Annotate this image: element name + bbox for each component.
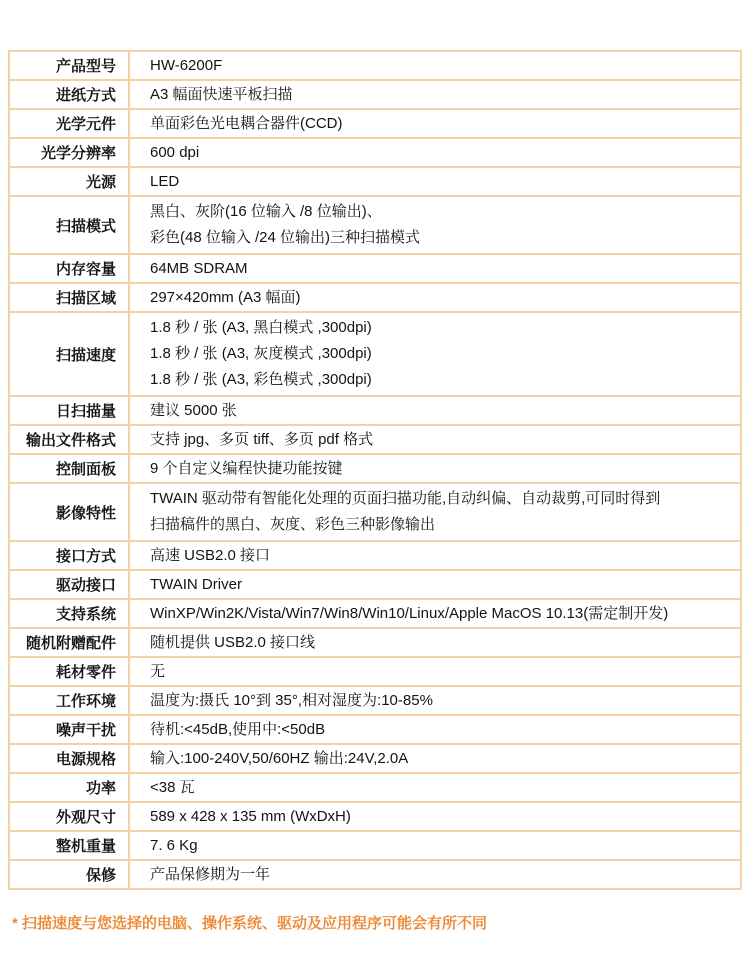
spec-row <box>9 860 741 889</box>
spec-value-line: 温度为:摄氏 10°到 35°,相对湿度为:10-85% <box>150 692 433 709</box>
spec-row <box>9 483 741 541</box>
spec-row <box>9 802 741 831</box>
spec-row <box>9 628 741 657</box>
spec-value <box>129 254 741 283</box>
spec-value <box>129 773 741 802</box>
spec-value-line: 黑白、灰阶(16 位输入 /8 位输出)、 <box>150 203 382 220</box>
spec-value-line: 彩色(48 位输入 /24 位输出)三种扫描模式 <box>150 229 421 246</box>
spec-label: 噪声干扰 <box>9 715 129 744</box>
spec-label: 日扫描量 <box>9 396 129 425</box>
spec-row <box>9 570 741 599</box>
spec-value-line: LED <box>150 173 180 190</box>
spec-value <box>129 628 741 657</box>
spec-value-line: <38 瓦 <box>150 779 195 796</box>
spec-row <box>9 167 741 196</box>
spec-row <box>9 657 741 686</box>
spec-row <box>9 396 741 425</box>
spec-label: 耗材零件 <box>9 657 129 686</box>
spec-value <box>129 599 741 628</box>
spec-row <box>9 744 741 773</box>
spec-label: 扫描速度 <box>9 312 129 396</box>
spec-row <box>9 283 741 312</box>
spec-value-line: 无 <box>150 663 166 680</box>
spec-value-line: 扫描稿件的黑白、灰度、彩色三种影像输出 <box>150 516 436 533</box>
spec-row <box>9 686 741 715</box>
spec-row <box>9 51 741 80</box>
spec-table <box>8 50 742 890</box>
spec-value <box>129 167 741 196</box>
spec-value <box>129 51 741 80</box>
spec-table-body <box>9 51 741 889</box>
spec-value <box>129 483 741 541</box>
spec-value <box>129 541 741 570</box>
spec-row <box>9 80 741 109</box>
spec-value-line: 589 x 428 x 135 mm (WxDxH) <box>150 808 351 825</box>
spec-value-line: HW-6200F <box>150 57 223 74</box>
spec-value-line: 建议 5000 张 <box>150 402 237 419</box>
spec-label: 外观尺寸 <box>9 802 129 831</box>
spec-value-line: 9 个自定义编程快捷功能按键 <box>150 460 343 477</box>
spec-value <box>129 744 741 773</box>
spec-value-line: 297×420mm (A3 幅面) <box>150 289 301 306</box>
spec-label: 进纸方式 <box>9 80 129 109</box>
spec-label: 光学元件 <box>9 109 129 138</box>
spec-value <box>129 138 741 167</box>
spec-label: 扫描区域 <box>9 283 129 312</box>
spec-label: 工作环境 <box>9 686 129 715</box>
spec-label: 随机附赠配件 <box>9 628 129 657</box>
spec-value-line: WinXP/Win2K/Vista/Win7/Win8/Win10/Linux/Apple MacOS 10.13(需定制开发) <box>150 605 669 622</box>
spec-value-line: TWAIN 驱动带有智能化处理的页面扫描功能,自动纠偏、自动裁剪,可同时得到 <box>150 490 661 507</box>
spec-value <box>129 686 741 715</box>
spec-label: 扫描模式 <box>9 196 129 254</box>
spec-value-line: 1.8 秒 / 张 (A3, 灰度模式 ,300dpi) <box>150 345 372 362</box>
spec-value-line: 单面彩色光电耦合器件(CCD) <box>150 115 343 132</box>
spec-value-line: 支持 jpg、多页 tiff、多页 pdf 格式 <box>150 431 374 448</box>
spec-value <box>129 860 741 889</box>
spec-value-line: 高速 USB2.0 接口 <box>150 547 271 564</box>
spec-label: 接口方式 <box>9 541 129 570</box>
spec-value <box>129 109 741 138</box>
spec-value <box>129 454 741 483</box>
spec-row <box>9 138 741 167</box>
spec-row <box>9 541 741 570</box>
spec-value-line: 1.8 秒 / 张 (A3, 彩色模式 ,300dpi) <box>150 371 372 388</box>
spec-label: 影像特性 <box>9 483 129 541</box>
spec-label: 电源规格 <box>9 744 129 773</box>
spec-value-line: TWAIN Driver <box>150 576 242 593</box>
spec-label: 输出文件格式 <box>9 425 129 454</box>
spec-label: 光源 <box>9 167 129 196</box>
spec-label: 整机重量 <box>9 831 129 860</box>
spec-value-line: 产品保修期为一年 <box>150 866 271 883</box>
spec-label: 保修 <box>9 860 129 889</box>
spec-value-line: 待机:<45dB,使用中:<50dB <box>150 721 326 738</box>
spec-label: 控制面板 <box>9 454 129 483</box>
spec-row <box>9 425 741 454</box>
spec-row <box>9 715 741 744</box>
spec-row <box>9 196 741 254</box>
spec-label: 光学分辨率 <box>9 138 129 167</box>
footnote: * 扫描速度与您选择的电脑、操作系统、驱动及应用程序可能会有所不同 <box>12 915 488 932</box>
spec-value-line: 输入:100-240V,50/60HZ 输出:24V,2.0A <box>150 750 409 767</box>
spec-row <box>9 312 741 396</box>
spec-value <box>129 831 741 860</box>
spec-value-line: 600 dpi <box>150 144 200 161</box>
spec-value <box>129 802 741 831</box>
spec-row <box>9 454 741 483</box>
spec-value <box>129 80 741 109</box>
spec-row <box>9 773 741 802</box>
spec-value <box>129 396 741 425</box>
spec-label: 驱动接口 <box>9 570 129 599</box>
spec-value <box>129 196 741 254</box>
spec-value-line: 1.8 秒 / 张 (A3, 黑白模式 ,300dpi) <box>150 319 372 336</box>
spec-value <box>129 312 741 396</box>
spec-value-line: 随机提供 USB2.0 接口线 <box>150 634 316 651</box>
spec-value <box>129 657 741 686</box>
spec-value <box>129 425 741 454</box>
spec-value <box>129 283 741 312</box>
spec-value <box>129 570 741 599</box>
spec-row <box>9 831 741 860</box>
spec-value <box>129 715 741 744</box>
spec-label: 产品型号 <box>9 51 129 80</box>
spec-value-line: 64MB SDRAM <box>150 260 248 277</box>
spec-value-line: A3 幅面快速平板扫描 <box>150 86 293 103</box>
spec-row <box>9 109 741 138</box>
spec-value-line: 7. 6 Kg <box>150 837 198 854</box>
spec-label: 内存容量 <box>9 254 129 283</box>
spec-row <box>9 599 741 628</box>
spec-row <box>9 254 741 283</box>
spec-label: 功率 <box>9 773 129 802</box>
spec-label: 支持系统 <box>9 599 129 628</box>
